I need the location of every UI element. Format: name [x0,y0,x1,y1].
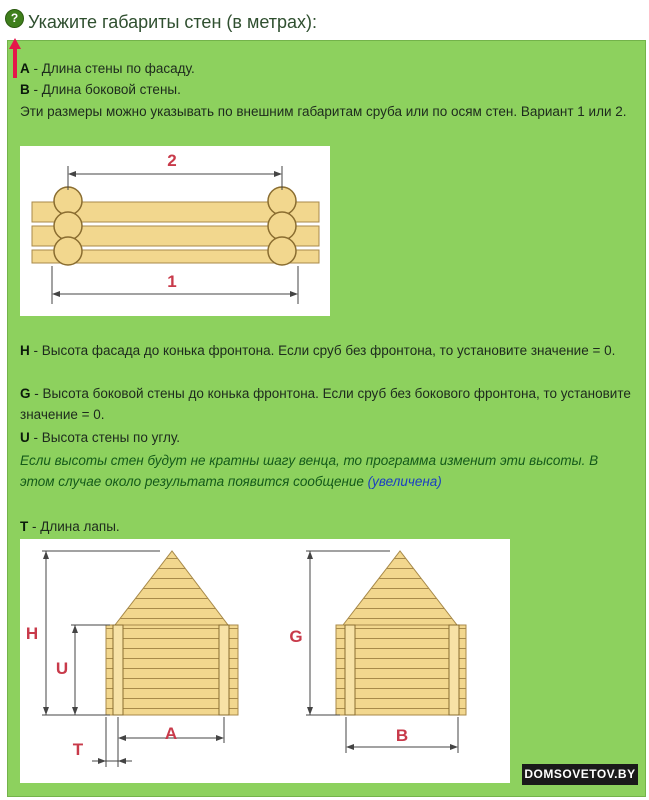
dim-label-a: A [164,724,178,743]
dim-arrow [52,291,60,297]
corner-logs [345,625,355,715]
log-end [268,212,296,240]
log-end [268,187,296,215]
dim-arrow [68,171,76,177]
line-u [20,427,636,448]
figure-wall-dimensions [20,146,330,316]
desc-t: - Длина лапы. [28,519,120,534]
enlarged-link[interactable]: (увеличена) [367,474,442,489]
dim-arrow [72,707,78,715]
log-end [268,237,296,265]
dim-arrow [72,625,78,633]
log-end [54,187,82,215]
header [0,0,649,44]
key-b: B [20,82,30,97]
dim-arrow [43,551,49,559]
dim-arrow [450,744,458,750]
corner-logs [449,625,459,715]
dim-label-b: B [395,726,409,745]
site-watermark: DOMSOVETOV.BY [522,764,638,785]
italic-note-text: Если высоты стен будут не кратны шагу венца, то программа изменит эти высоты. В этом случае около результата появится сообщение [20,453,599,489]
dim-label-u: U [55,659,69,678]
wall-front [106,625,238,715]
dim-arrow [307,707,313,715]
gable-side [343,551,457,625]
dim-label-h: H [25,624,39,643]
dim-arrow [274,171,282,177]
section-title: Укажите габариты стен (в метрах): [28,12,317,32]
corner-logs [219,625,229,715]
line-t [20,516,636,537]
dim-arrow [118,758,126,764]
desc-a: - Длина стены по фасаду. [29,61,195,76]
help-shield-icon[interactable]: ? [5,9,24,28]
corner-logs [113,625,123,715]
desc-u: - Высота стены по углу. [29,430,181,445]
dim-arrow [346,744,354,750]
dim-label-t: T [72,740,84,759]
log-end [54,237,82,265]
figure-house-heights [20,539,510,783]
dim-arrow [98,758,106,764]
key-u: U [20,430,30,445]
desc-h: - Высота фасада до конька фронтона. Если сруб без фронтона, то установите значение = 0. [29,343,616,358]
key-g: G [20,386,31,401]
gable-front [115,551,228,625]
figure-1-svg [20,146,330,316]
dim-arrow [118,735,126,741]
dim-arrow [290,291,298,297]
key-h: H [20,343,30,358]
dim-arrow [307,551,313,559]
dim-label-1: 1 [167,272,177,291]
dim-arrow [216,735,224,741]
italic-note [20,450,636,492]
desc-b: - Длина боковой стены. [29,82,181,97]
figure-2-svg [20,539,510,783]
dim-arrow [43,707,49,715]
variant-note: Эти размеры можно указывать по внешним габаритам сруба или по осям стен. Вариант 1 или 2. [20,104,627,119]
log-end [54,212,82,240]
line-b [20,79,636,100]
key-a: A [20,61,30,76]
dim-label-g: G [289,627,303,646]
pointer-arrow-stem [13,48,17,78]
dim-label-2: 2 [167,151,177,170]
desc-g: - Высота боковой стены до конька фронтона. Если сруб без бокового фронтона, то установите значение = 0. [20,386,631,422]
line-h [20,340,636,361]
key-t: T [20,519,29,534]
line-g [20,383,636,425]
line-a [20,58,636,79]
